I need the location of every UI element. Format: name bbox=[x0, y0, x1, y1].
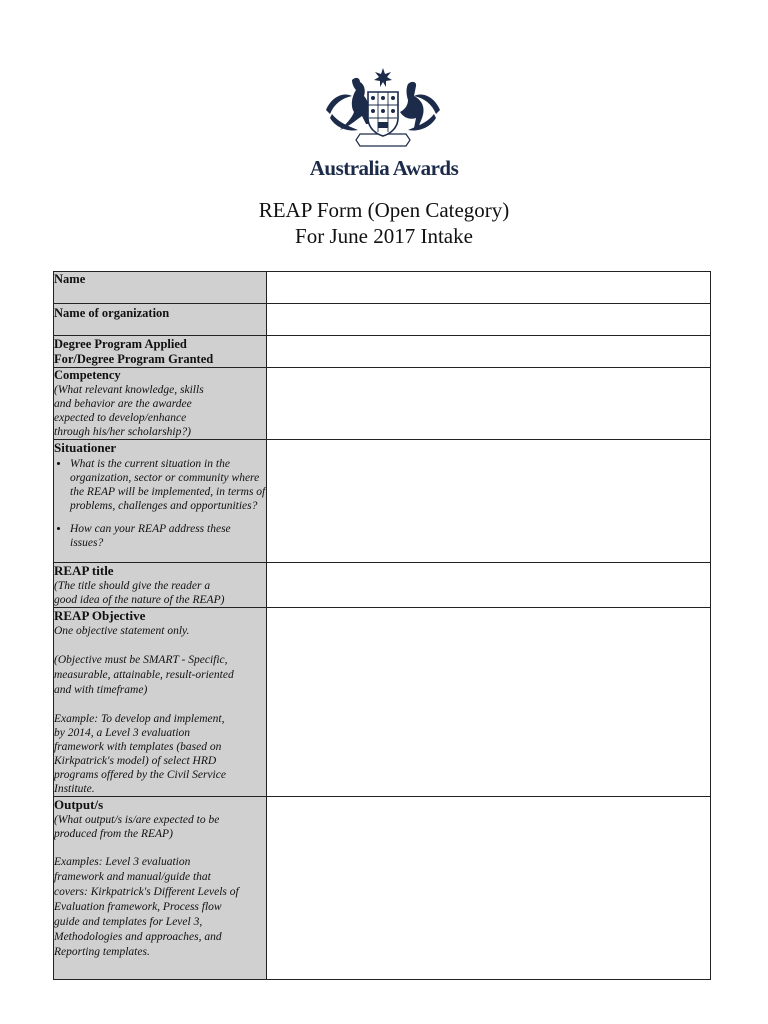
label-cell-reap-title bbox=[54, 563, 267, 608]
row-reap-title bbox=[54, 563, 711, 608]
situationer-label: Situationer bbox=[54, 440, 117, 455]
objective-smart-3: and with timeframe) bbox=[54, 684, 148, 696]
row-organization bbox=[54, 304, 711, 336]
outputs-label: Output/s bbox=[54, 797, 104, 812]
label-cell-name bbox=[54, 272, 267, 304]
objective-input-cell[interactable] bbox=[267, 608, 711, 797]
situationer-bullet-2: • How can your REAP address these issues? bbox=[70, 522, 266, 550]
organization-label: Name of organization bbox=[54, 306, 170, 320]
outputs-input-cell[interactable] bbox=[267, 797, 711, 980]
competency-desc-4: through his/her scholarship?) bbox=[54, 426, 191, 438]
reap-form-table bbox=[53, 271, 711, 980]
objective-label: REAP Objective bbox=[54, 608, 146, 623]
label-cell-organization bbox=[54, 304, 267, 336]
objective-example-3: framework with templates (based on bbox=[54, 741, 222, 753]
objective-smart-2: measurable, attainable, result-oriented bbox=[54, 669, 234, 681]
label-cell-degree bbox=[54, 336, 267, 368]
form-title-line2: For June 2017 Intake bbox=[295, 224, 473, 248]
name-label: Name bbox=[54, 272, 86, 286]
outputs-example-5: guide and templates for Level 3, bbox=[54, 916, 203, 928]
objective-example-2: by 2014, a Level 3 evaluation bbox=[54, 727, 191, 739]
degree-label-line2: For/Degree Program Granted bbox=[54, 352, 214, 366]
form-title-line1: REAP Form (Open Category) bbox=[258, 198, 510, 222]
brand-wordmark: Australia Awards bbox=[309, 156, 459, 180]
objective-line1: One objective statement only. bbox=[54, 625, 190, 637]
competency-desc-1: (What relevant knowledge, skills bbox=[54, 384, 204, 396]
situationer-bullet-list bbox=[54, 457, 266, 550]
row-name bbox=[54, 272, 711, 304]
label-cell-outputs bbox=[54, 797, 267, 980]
situationer-input-cell[interactable] bbox=[267, 440, 711, 563]
reap-title-input-cell[interactable] bbox=[267, 563, 711, 608]
objective-example-6: Institute. bbox=[54, 783, 95, 795]
reap-title-desc-1: (The title should give the reader a bbox=[54, 580, 211, 592]
competency-desc-2: and behavior are the awardee bbox=[54, 398, 192, 410]
reap-title-label: REAP title bbox=[54, 563, 114, 578]
organization-input-cell[interactable] bbox=[267, 304, 711, 336]
label-cell-objective bbox=[54, 608, 267, 797]
competency-desc-3: expected to develop/enhance bbox=[54, 412, 187, 424]
objective-example-4: Kirkpatrick's model) of select HRD bbox=[54, 755, 217, 767]
row-competency bbox=[54, 368, 711, 440]
competency-label: Competency bbox=[54, 368, 121, 382]
competency-input-cell[interactable] bbox=[267, 368, 711, 440]
outputs-example-2: framework and manual/guide that bbox=[54, 871, 211, 883]
outputs-example-4: Evaluation framework, Process flow bbox=[54, 901, 222, 913]
outputs-example-3: covers: Kirkpatrick's Different Levels of bbox=[54, 886, 239, 898]
degree-input-cell[interactable] bbox=[267, 336, 711, 368]
label-cell-competency bbox=[54, 368, 267, 440]
outputs-example-1: Examples: Level 3 evaluation bbox=[54, 856, 191, 868]
degree-label-line1: Degree Program Applied bbox=[54, 337, 187, 351]
name-input-cell[interactable] bbox=[267, 272, 711, 304]
outputs-desc-1: (What output/s is/are expected to be bbox=[54, 814, 220, 826]
objective-example-1: Example: To develop and implement, bbox=[54, 713, 225, 725]
form-title bbox=[0, 197, 768, 249]
row-objective bbox=[54, 608, 711, 797]
outputs-desc-2: produced from the REAP) bbox=[54, 828, 173, 840]
objective-example-5: programs offered by the Civil Service bbox=[54, 769, 226, 781]
row-outputs bbox=[54, 797, 711, 980]
row-situationer bbox=[54, 440, 711, 563]
outputs-example-7: Reporting templates. bbox=[54, 946, 150, 958]
reap-title-desc-2: good idea of the nature of the REAP) bbox=[54, 594, 225, 606]
outputs-example-6: Methodologies and approaches, and bbox=[54, 931, 222, 943]
row-degree bbox=[54, 336, 711, 368]
label-cell-situationer bbox=[54, 440, 267, 563]
situationer-bullet-1: • What is the current situation in the organization, sector or community where the REAP will be implemented, in terms of problems, challenges and opportunities? bbox=[70, 457, 266, 513]
objective-smart-1: (Objective must be SMART - Specific, bbox=[54, 654, 228, 666]
australian-coat-of-arms-emblem bbox=[322, 66, 444, 152]
